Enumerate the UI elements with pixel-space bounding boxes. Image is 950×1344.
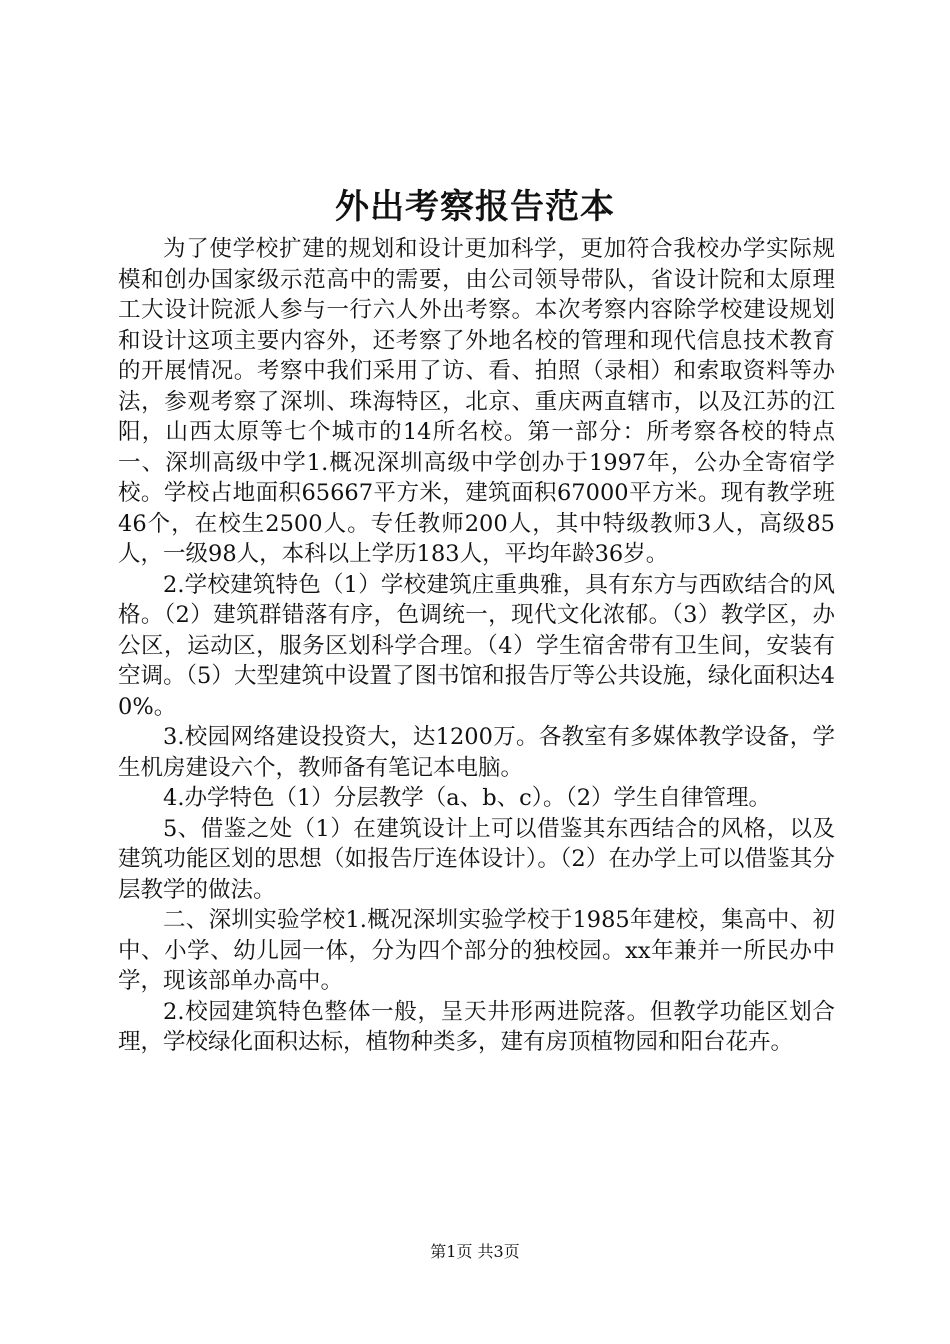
page-footer: 第1页 共3页 bbox=[430, 1242, 520, 1261]
paragraph-school-features: 4.办学特色（1）分层教学（a、b、c）。（2）学生自律管理。 bbox=[163, 785, 772, 811]
paragraph-intro: 为了使学校扩建的规划和设计更加科学，更加符合我校办学实际规模和创办国家级示范高中的需要，由公司领导带队，省设计院和太原理工大设计院派人参与一行六人外出考察。本次考察内容除学校建设规划和设计这项主要内容外，还考察了外地名校的管理和现代信息技术教育的开展情况。考察中我们采用了访、看、拍照（录相）和索取资料等办法，参观考察了深圳、珠海特区，北京、重庆两直辖市，以及江苏的江阳，山西太原等七个城市的14所名校。第一部分：所考察各校的特点一、深圳高级中学1.概况深圳高级中学创办于1997年，公办全寄宿学校。学校占地面积65667平方米，建筑面积67000平方米。现有教学班46个，在校生2500人。专任教师200人，其中特级教师3人，高级85人，一级98人，本科以上学历183人，平均年龄36岁。 bbox=[118, 236, 835, 567]
document-title: 外出考察报告范本 bbox=[335, 187, 615, 227]
paragraph-lessons-learned: 5、借鉴之处（1）在建筑设计上可以借鉴其东西结合的风格，以及建筑功能区划的思想（如报告厅连体设计）。（2）在办学上可以借鉴其分层教学的做法。 bbox=[118, 815, 835, 903]
paragraph-campus-network: 3.校园网络建设投资大，达1200万。各教室有多媒体教学设备，学生机房建设六个，教师备有笔记本电脑。 bbox=[118, 724, 835, 781]
paragraph-building-features: 2.学校建筑特色（1）学校建筑庄重典雅，具有东方与西欧结合的风格。（2）建筑群错落有序，色调统一，现代文化浓郁。（3）教学区，办公区，运动区，服务区划科学合理。（4）学生宿舍带有卫生间，安装有空调。（5）大型建筑中设置了图书馆和报告厅等公共设施，绿化面积达40%。 bbox=[118, 571, 835, 720]
paragraph-campus-architecture: 2.校园建筑特色整体一般，呈天井形两进院落。但教学功能区划合理，学校绿化面积达标，植物种类多，建有房顶植物园和阳台花卉。 bbox=[118, 998, 835, 1055]
document-body bbox=[118, 234, 835, 1058]
paragraph-shenzhen-experimental: 二、深圳实验学校1.概况深圳实验学校于1985年建校，集高中、初中、小学、幼儿园一体，分为四个部分的独校园。xx年兼并一所民办中学，现该部单办高中。 bbox=[118, 907, 835, 994]
